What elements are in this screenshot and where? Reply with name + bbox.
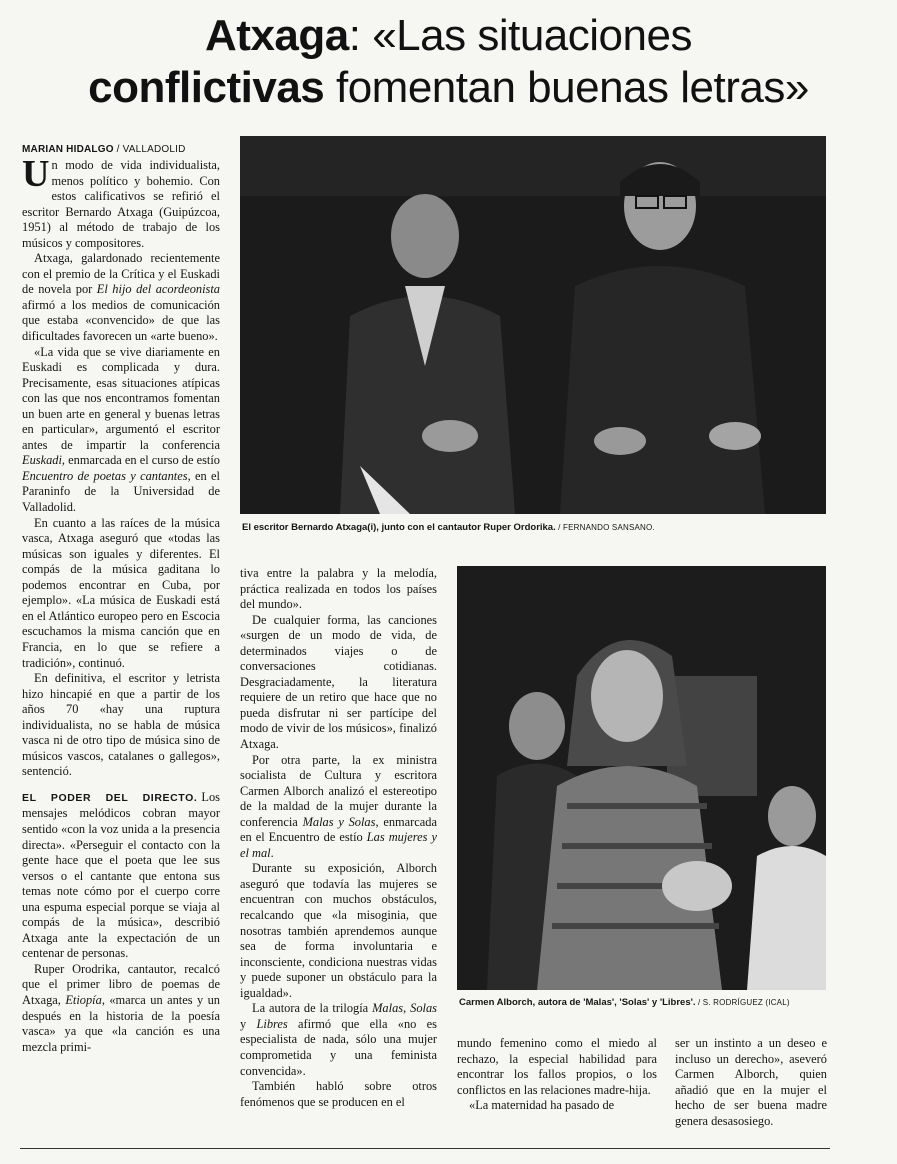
col1-p7-book-title: Etiopía: [65, 992, 102, 1007]
col2-p5-title-2: Solas: [410, 1001, 437, 1016]
col1-p7-a: Ruper Orodrika, cantautor, recalcó que el primer libro de poemas de Atxaga,: [22, 961, 220, 1007]
photo-1-illustration: [240, 136, 826, 514]
col1-p3-event: Encuentro de poetas y cantantes: [22, 468, 188, 483]
headline-bold-1: Atxaga: [205, 11, 349, 60]
photo-2-caption: [459, 997, 790, 1008]
col2-paragraph-6: También habló sobre otros fenómenos que se producen en el: [240, 1079, 437, 1109]
col1-p6-text: Los mensajes melódicos cobran mayor sentido «con la voz unida a la presencia directa». «Perseguir el contacto con la gente hace que el poeta que lee sus versos o el cantante que entona sus temas note cómo por el cuerpo corre una espuma especial porque se viaja al compás de la música», describió Atxaga ante la expectación de un centenar de personas.: [22, 789, 220, 961]
col1-p3-a: «La vida que se vive diariamente en Euskadi es complicada y dura. Precisamente, esas situaciones atípicas con las que nos encontramos fomentan un buen arte en general y buenas letras en particular», argumentó el escritor antes de impartir la conferencia: [22, 344, 220, 452]
column-1: [22, 153, 221, 1055]
col2-p3-b: , enmarcada en el Encuentro de estío: [240, 814, 437, 845]
col1-paragraph-4: En cuanto a las raíces de la música vasca, Atxaga aseguró que «todas las músicas son iguales y diferentes. El compás de la música gaditana lo podemos encontrar en Cuba, por ejemplo». «La música de Euskadi está en el Atlántico europeo pero en Escocia escuchamos la misma canción que en Francia, en lo que se refiere a tradición», continuó.: [22, 515, 220, 670]
photo-1-credit: / FERNANDO SANSANO.: [555, 523, 655, 532]
col1-paragraph-2: [22, 251, 220, 344]
col2-paragraph-4: Durante su exposición, Alborch aseguró que todavía las mujeres se encuentran con muchos obstáculos, recalcando que «la misoginia, que nosotras también aprendemos aunque sea de forma involuntaria e inconsciente, condiciona nuestras vidas y puede suponer un obstáculo para la igualdad».: [240, 861, 437, 1000]
headline-bold-2: conflictivas: [88, 63, 325, 112]
col2-p5-title-1: Malas: [372, 1001, 404, 1016]
photo-2-caption-text: Carmen Alborch, autora de 'Malas', 'Solas' y 'Libres'.: [459, 997, 696, 1008]
col1-paragraph-7: [22, 962, 220, 1055]
col1-paragraph-6: [22, 790, 220, 962]
col2-p3-conference: Malas y Solas: [302, 814, 376, 829]
col1-paragraph-5: En definitiva, el escritor y letrista hizo hincapié en que a partir de los años 70 «hay una ruptura individualista, no se habla de música vasca ni de otro tipo de música sino de músicos vascos, catalanes o gallegos», sentenció.: [22, 671, 220, 779]
photo-1-caption: [242, 522, 655, 533]
col2-paragraph-3: [240, 753, 437, 862]
col1-p2-book-title: El hijo del acordeonista: [96, 282, 220, 297]
col2-p5-title-3: Libres: [256, 1016, 288, 1031]
col3-paragraph-2: «La maternidad ha pasado de: [469, 1098, 615, 1113]
column-3: [457, 1036, 657, 1114]
col2-p5-d: afirmó que ella «no es especialista de nada, sólo una mujer comprometida y una feminista convencida».: [240, 1016, 437, 1078]
col2-p3-a: Por otra parte, la ex ministra socialista de Cultura y escritora Carmen Alborch analizó el estereotipo de la maldad de la mujer durante la conferencia: [240, 752, 437, 829]
photo-carmen-alborch: [457, 566, 826, 990]
col1-p2-b: afirmó a los medios de comunicación que estaba «convencido» de que las dificultades favorecen un «arte bueno».: [22, 297, 220, 344]
col1-paragraph-3: [22, 345, 220, 516]
col2-p5-c: y: [240, 1016, 257, 1031]
headline-rest-1: : «Las situaciones: [348, 11, 692, 60]
byline-author: MARIAN HIDALGO: [22, 144, 114, 155]
headline-line-1: [0, 10, 897, 62]
col2-p5-a: La autora de la trilogía: [252, 1001, 373, 1016]
dropcap: U: [22, 153, 50, 195]
col2-p3-event: Las mujeres y el mal: [240, 830, 438, 860]
col3-paragraph-1: mundo femenino como el miedo al rechazo, la especial habilidad para encontrar los fallos propios, o los conflictos en las relaciones madre-hija.: [457, 1036, 657, 1097]
col1-p7-b: , «marca un antes y un después en la historia de la poesía vasca» ya que «la canción es una mezcla primi-: [22, 992, 220, 1054]
photo-2-credit: / S. RODRÍGUEZ (ICAL): [695, 998, 790, 1007]
col2-paragraph-1: tiva entre la palabra y la melodía, práctica realizada en todos los países del mundo».: [240, 566, 437, 612]
col2-paragraph-5: [240, 1001, 437, 1079]
col1-paragraph-1: [22, 153, 220, 251]
headline-rest-2: fomentan buenas letras»: [324, 63, 809, 112]
photo-atxaga-ordorika: [240, 136, 826, 514]
col2-p5-b: ,: [403, 1001, 411, 1016]
col2-p3-c: .: [270, 845, 274, 860]
column-2: [240, 566, 437, 1110]
col1-p1-text: n modo de vida individualista, menos político y bohemio. Con estos calificativos se refirió el escritor Bernardo Atxaga (Guipúzcoa, 1951) al método de trabajo de los músicos y compositores.: [22, 158, 220, 250]
col2-paragraph-2: De cualquier forma, las canciones «surgen de un modo de vida, de determinados viajes o de conversaciones cotidianas. Desgraciadamente, la literatura requiere de un retiro que hace que no pueda disfrutar ni ser partícipe del modo de vivir de los músicos», finalizó Atxaga.: [240, 612, 437, 752]
col1-p3-conference: Euskadi: [22, 453, 62, 468]
col1-p3-b: , enmarcada en el curso de estío: [61, 453, 220, 468]
photo-2-illustration: [457, 566, 826, 990]
bottom-rule: [20, 1148, 830, 1149]
subhead: EL PODER DEL DIRECTO.: [22, 791, 198, 804]
col1-p3-c: , en el Paraninfo de la Universidad de Valladolid.: [22, 468, 221, 515]
col4-paragraph-1: ser un instinto a un deseo e incluso un derecho», aseveró Carmen Alborch, quien añadió que en la mujer el hecho de ser buena madre genera desasosiego.: [675, 1036, 827, 1128]
byline-location: VALLADOLID: [122, 144, 186, 155]
col1-p2-a: Atxaga, galardonado recientemente con el premio de la Crítica y el Euskadi de novela por: [22, 251, 220, 297]
column-4: [675, 1036, 827, 1129]
headline: [0, 10, 897, 114]
headline-line-2: [0, 62, 897, 114]
byline-separator: /: [113, 144, 123, 155]
photo-1-caption-text: El escritor Bernardo Atxaga(i), junto con el cantautor Ruper Ordorika.: [242, 522, 556, 533]
